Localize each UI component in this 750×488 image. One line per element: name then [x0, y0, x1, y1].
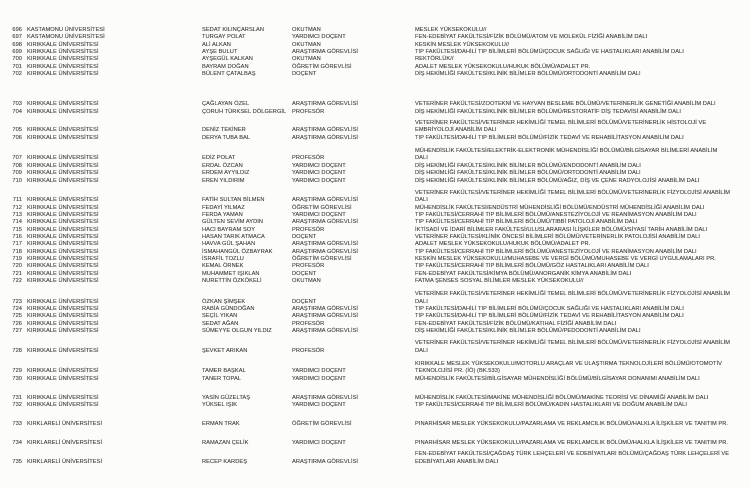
row-group [8, 421, 750, 428]
row-number: 721 [12, 270, 22, 277]
academic-title-cell: YARDIMCI DOÇENT [292, 402, 346, 409]
row-group [8, 440, 750, 447]
person-name-cell: MUHAMMET IŞIKLAN [202, 270, 260, 277]
person-name-cell: TANER TOPAL [202, 375, 242, 382]
person-name-cell: SEDAT AĞAN [202, 320, 239, 327]
person-name-cell: ERMAN TRAK [202, 420, 240, 427]
table-row [8, 120, 750, 135]
department-line: KESKİN MESLEK YÜKSEKOKULU// [415, 41, 510, 48]
row-number: 734 [12, 440, 22, 447]
department-line: MÜHENDİSLİK FAKÜLTESİ/BİLGİSAYAR MÜHENDİSLİĞİ BÖLÜMÜ/BİLGİSAYAR DONANIMI ANABİLİM DALI [415, 375, 700, 382]
university-cell: KIRIKKALE ÜNİVERSİTESİ [27, 255, 99, 262]
table-row [8, 328, 750, 335]
person-name-cell: BAYRAM DOĞAN [202, 63, 249, 70]
department-line: MÜHENDİSLİK FAKÜLTESİ/ENDÜSTRİ MÜHENDİSLİĞİ BÖLÜMÜ/ENDÜSTRİ MÜHENDİSLİĞİ ANABİLİM DALI [415, 204, 705, 211]
university-cell: KIRIKKALE ÜNİVERSİTESİ [27, 71, 99, 78]
row-number: 718 [12, 248, 22, 255]
university-cell: KIRIKKALE ÜNİVERSİTESİ [27, 368, 99, 375]
department-cell [415, 56, 745, 63]
academic-title-cell: YARDIMCI DOÇENT [292, 211, 346, 218]
academic-title-cell: ARAŞTIRMA GÖREVLİSİ [292, 219, 359, 226]
department-line: VETERİNER FAKÜLTESİ/ZOOTEKNİ VE HAYVAN BESLEME BÖLÜMÜ/VETERİNERLİK GENETİĞİ ANABİLİM DALI [415, 101, 716, 108]
person-name-cell: ERDEM AYYILDIZ [202, 170, 250, 177]
department-line: DALI [415, 298, 428, 305]
person-name-cell: SEÇİL YIKAN [202, 313, 238, 320]
university-cell: KIRIKKALE ÜNİVERSİTESİ [27, 277, 99, 284]
table-row [8, 101, 750, 108]
person-name-cell: DERYA TUBA BAL [202, 134, 251, 141]
department-cell [415, 340, 745, 355]
academic-title-cell: ARAŞTIRMA GÖREVLİSİ [292, 458, 359, 465]
academic-title-cell: ÖĞRETİM GÖREVLİSİ [292, 204, 352, 211]
person-name-cell: HACI BAYRAM SOY [202, 226, 256, 233]
table-row [8, 42, 750, 49]
table-row [8, 148, 750, 163]
university-cell: KASTAMONU ÜNİVERSİTESİ [27, 34, 105, 41]
academic-title-cell: PROFESÖR [292, 263, 325, 270]
academic-title-cell: ARAŞTIRMA GÖREVLİSİ [292, 248, 359, 255]
university-cell: KIRIKKALE ÜNİVERSİTESİ [27, 211, 99, 218]
row-number: 704 [12, 108, 22, 115]
university-cell: KIRIKKALE ÜNİVERSİTESİ [27, 233, 99, 240]
department-cell [415, 451, 745, 466]
table-row [8, 49, 750, 56]
row-number: 708 [12, 162, 22, 169]
person-name-cell: İSRAFİL TOZLU [202, 255, 244, 262]
person-name-cell: İSMAHANGÜL ÖZBAYRAK [202, 248, 273, 255]
department-cell [415, 42, 745, 49]
university-cell: KIRIKKALE ÜNİVERSİTESİ [27, 170, 99, 177]
department-cell [415, 241, 745, 248]
department-line: TIP FAKÜLTESİ/DAHİLİ TIP BİLİMLERİ BÖLÜMÜ/FİZİK TEDAVİ VE REHABİLİTASYON ANABİLİM DALI [415, 134, 684, 141]
table-row [8, 440, 750, 447]
department-cell [415, 313, 745, 320]
person-name-cell: SEDAT KILINÇARSLAN [202, 27, 265, 33]
department-cell [415, 421, 745, 428]
academic-title-cell: PROFESÖR [292, 347, 325, 354]
academic-title-cell: ARAŞTIRMA GÖREVLİSİ [292, 127, 359, 134]
university-cell: KIRIKKALE ÜNİVERSİTESİ [27, 328, 99, 335]
department-cell [415, 263, 745, 270]
row-number: 714 [12, 219, 22, 226]
university-cell: KIRIKKALE ÜNİVERSİTESİ [27, 306, 99, 312]
academic-title-cell: ÖĞRETİM GÖREVLİSİ [292, 63, 352, 70]
academic-title-cell: ARAŞTIRMA GÖREVLİSİ [292, 328, 359, 335]
department-cell [415, 109, 745, 116]
department-cell [415, 71, 745, 78]
table-row [8, 212, 750, 219]
department-cell [415, 278, 745, 285]
row-number: 720 [12, 263, 22, 270]
person-name-cell: YÜKSEL IŞIK [202, 402, 238, 409]
department-line: DİŞ HEKİMLİĞİ FAKÜLTESİ/KLİNİK BİLİMLER BÖLÜMÜ/ORTODONTİ ANABİLİM DALI [415, 170, 641, 177]
university-cell: KIRIKKALE ÜNİVERSİTESİ [27, 395, 99, 402]
academic-title-cell: ARAŞTIRMA GÖREVLİSİ [292, 313, 359, 320]
row-group [8, 340, 750, 355]
academic-title-cell: PROFESÖR [292, 155, 325, 162]
department-line: REKTÖRLÜK// [415, 56, 454, 63]
department-line: KESKİN MESLEK YÜKSEKOKULU/MUHASEBE VE VERGİ BÖLÜMÜ/MUHASEBE VE VERGİ UYGULAMALARI PR. [415, 255, 716, 262]
university-cell: KIRIKKALE ÜNİVERSİTESİ [27, 197, 99, 204]
department-cell [415, 227, 745, 234]
person-name-cell: TURGAY POLAT [202, 34, 246, 41]
academic-title-cell: ARAŞTIRMA GÖREVLİSİ [292, 101, 359, 108]
row-number: 716 [12, 233, 22, 240]
table-row [8, 219, 750, 226]
row-number: 731 [12, 395, 22, 402]
academic-title-cell: YARDIMCI DOÇENT [292, 162, 346, 169]
person-name-cell: FEDAYİ YILMAZ [202, 204, 245, 211]
row-number: 726 [12, 320, 22, 327]
department-cell [415, 440, 745, 447]
department-cell [415, 101, 745, 108]
row-number: 715 [12, 226, 22, 233]
academic-title-cell: YARDIMCI DOÇENT [292, 375, 346, 382]
department-line: TIP FAKÜLTESİ/CERRAHİ TIP BİLİMLERİ BÖLÜMÜ/KADIN HASTALIKLARI VE DOĞUM ANABİLİM DALI [415, 402, 687, 409]
table-row [8, 249, 750, 256]
department-line: DALI [415, 347, 428, 354]
department-line: VETERİNER FAKÜLTESİ/VETERİNER HEKİMLİĞİ TEMEL BİLİMLERİ BÖLÜMÜ/VETERİNERLİK FİZYOLOJİSİ ANABİLİM [415, 340, 731, 347]
academic-staff-table [8, 27, 750, 466]
row-number: 711 [12, 197, 22, 204]
university-cell: KIRKLARELİ ÜNİVERSİTESİ [27, 458, 103, 465]
academic-title-cell: YARDIMCI DOÇENT [292, 440, 346, 447]
row-group [8, 361, 750, 383]
row-number: 730 [12, 375, 22, 382]
department-line: MESLEK YÜKSEKOKULU// [415, 27, 487, 33]
row-number: 723 [12, 298, 22, 305]
academic-title-cell: OKUTMAN [292, 277, 321, 284]
university-cell: KIRIKKALE ÜNİVERSİTESİ [27, 313, 99, 320]
person-name-cell: AYŞEGÜL KALKAN [202, 56, 253, 63]
department-line: DALI [415, 155, 428, 162]
department-line: DİŞ HEKİMLİĞİ FAKÜLTESİ/KLİNİK BİLİMLER BÖLÜMÜ/RESTORATİF DİŞ TEDAVİSİ ANABİLİM DALI [415, 108, 681, 115]
row-number: 727 [12, 328, 22, 335]
table-row [8, 313, 750, 320]
department-line: ADALET MESLEK YÜKSEKOKULU/HUKUK BÖLÜMÜ/ADALET PR. [415, 241, 591, 248]
person-name-cell: ÖZKAN ŞİMŞEK [202, 298, 246, 305]
person-name-cell: ÇAĞLAYAN ÖZEL [202, 101, 250, 108]
academic-title-cell: YARDIMCI DOÇENT [292, 368, 346, 375]
university-cell: KIRIKKALE ÜNİVERSİTESİ [27, 127, 99, 134]
department-cell [415, 64, 745, 71]
row-number: 719 [12, 255, 22, 262]
department-cell [415, 148, 745, 163]
person-name-cell: AYŞE BULUT [202, 49, 238, 56]
department-cell [415, 205, 745, 212]
department-cell [415, 402, 745, 409]
academic-title-cell: ARAŞTIRMA GÖREVLİSİ [292, 306, 359, 312]
academic-title-cell: ARAŞTIRMA GÖREVLİSİ [292, 134, 359, 141]
person-name-cell: TAMER BAŞKAL [202, 368, 246, 375]
department-line: FEN-EDEBİYAT FAKÜLTESİ/ÇAĞDAŞ TÜRK LEHÇELERİ VE EDEBİYATLARI BÖLÜMÜ/ÇAĞDAŞ TÜRK LEHÇELERİ VE [415, 451, 730, 458]
table-row [8, 71, 750, 78]
department-cell [415, 271, 745, 278]
department-line: PINARHİSAR MESLEK YÜKSEKOKULU/PAZARLAMA VE REKLAMCILIK BÖLÜMÜ/HALKLA İLİŞKİLER VE TANITIM PR. [415, 440, 729, 447]
row-number: 705 [12, 127, 22, 134]
table-row [8, 64, 750, 71]
person-name-cell: ERDAL ÖZCAN [202, 162, 243, 169]
university-cell: KIRIKKALE ÜNİVERSİTESİ [27, 162, 99, 169]
department-cell [415, 178, 745, 185]
row-number: 709 [12, 170, 22, 177]
department-line: DALI [415, 197, 428, 204]
person-name-cell: EREN YILDIRIM [202, 177, 245, 184]
department-cell [415, 135, 745, 142]
department-cell [415, 376, 745, 383]
department-line: TIP FAKÜLTESİ/CERRAHİ TIP BİLİMLERİ BÖLÜMÜ/GÖZ HASTALIKLARI ANABİLİM DALI [415, 263, 649, 270]
person-name-cell: RAMAZAN ÇELİK [202, 440, 249, 447]
table-row [8, 56, 750, 63]
table-row [8, 402, 750, 409]
department-line: FATMA ŞENSES SOSYAL BİLİMLER MESLEK YÜKSEKOKULU// [415, 277, 584, 284]
university-cell: KIRKLARELİ ÜNİVERSİTESİ [27, 420, 103, 427]
row-number: 712 [12, 204, 22, 211]
person-name-cell: ÇORUH TÜRKSEL DÖLGERGİL [202, 108, 287, 115]
table-row [8, 34, 750, 41]
row-number: 710 [12, 177, 22, 184]
department-line: TIP FAKÜLTESİ/DAHİLİ TIP BİLİMLERİ BÖLÜMÜ/ÇOCUK SAĞLIĞI VE HASTALIKLARI ANABİLİM DALI [415, 49, 684, 56]
university-cell: KIRIKKALE ÜNİVERSİTESİ [27, 41, 99, 48]
academic-title-cell: ÖĞRETİM GÖREVLİSİ [292, 255, 352, 262]
department-line: DİŞ HEKİMLİĞİ FAKÜLTESİ/KLİNİK BİLİMLER BÖLÜMÜ/AĞIZ, DİŞ VE ÇENE RADYOLOJİSİ ANABİLİM DALI [415, 177, 700, 184]
university-cell: KIRIKKALE ÜNİVERSİTESİ [27, 263, 99, 270]
university-cell: KIRIKKALE ÜNİVERSİTESİ [27, 108, 99, 115]
academic-title-cell: PROFESÖR [292, 226, 325, 233]
table-row [8, 205, 750, 212]
person-name-cell: FATİH SULTAN BİLMEN [202, 197, 265, 204]
department-line: TEKNOLOJİSİ PR. (İÖ) (BK.533) [415, 368, 500, 375]
university-cell: KIRIKKALE ÜNİVERSİTESİ [27, 248, 99, 255]
academic-title-cell: YARDIMCI DOÇENT [292, 34, 346, 41]
row-number: 728 [12, 347, 22, 354]
university-cell: KIRIKKALE ÜNİVERSİTESİ [27, 155, 99, 162]
university-cell: KIRIKKALE ÜNİVERSİTESİ [27, 134, 99, 141]
row-group [8, 148, 750, 185]
department-line: VETERİNER FAKÜLTESİ/VETERİNER HEKİMLİĞİ TEMEL BİLİMLERİ BÖLÜMÜ/VETERİNERLİK HİSTOLOJİ VE [415, 120, 707, 127]
person-name-cell: FERDA YAMAN [202, 211, 243, 218]
department-line: ADALET MESLEK YÜKSEKOKULU/HUKUK BÖLÜMÜ/ADALET PR. [415, 63, 591, 70]
university-cell: KIRIKKALE ÜNİVERSİTESİ [27, 63, 99, 70]
person-name-cell: RABİA GÜNDOĞAN [202, 306, 255, 312]
row-number: 724 [12, 306, 22, 312]
department-cell [415, 291, 745, 306]
row-group [8, 120, 750, 142]
person-name-cell: NURETTİN ÖZKÖKELİ [202, 277, 262, 284]
table-row [8, 271, 750, 278]
university-cell: KASTAMONU ÜNİVERSİTESİ [27, 27, 105, 33]
table-row [8, 278, 750, 285]
row-number: 702 [12, 71, 22, 78]
academic-title-cell: PROFESÖR [292, 320, 325, 327]
person-name-cell: HASAN TARIK ATMACA [202, 233, 265, 240]
academic-title-cell: OKUTMAN [292, 41, 321, 48]
row-group [8, 451, 750, 466]
university-cell: KIRKLARELİ ÜNİVERSİTESİ [27, 440, 103, 447]
university-cell: KIRIKKALE ÜNİVERSİTESİ [27, 56, 99, 63]
university-cell: KIRIKKALE ÜNİVERSİTESİ [27, 226, 99, 233]
table-row [8, 421, 750, 428]
department-line: VETERİNER FAKÜLTESİ/VETERİNER HEKİMLİĞİ TEMEL BİLİMLERİ BÖLÜMÜ/VETERİNERLİK FİZYOLOJİSİ ANABİLİM [415, 189, 731, 196]
department-cell [415, 328, 745, 335]
department-cell [415, 361, 745, 376]
table-row [8, 291, 750, 306]
department-line: KIRIKKALE MESLEK YÜKSEKOKULU/MOTORLU ARAÇLAR VE ULAŞTIRMA TEKNOLOJİLERİ BÖLÜMÜ/OTOMOTİV [415, 361, 723, 368]
academic-title-cell: YARDIMCI DOÇENT [292, 170, 346, 177]
table-row [8, 241, 750, 248]
table-row [8, 340, 750, 355]
department-line: FEN-EDEBİYAT FAKÜLTESİ/FİZİK BÖLÜMÜ/KATIHAL FİZİĞİ ANABİLİM DALI [415, 320, 617, 327]
row-number: 717 [12, 241, 22, 248]
person-name-cell: GÜLTEN SEVİM AYDIN [202, 219, 264, 226]
department-cell [415, 219, 745, 226]
row-number: 703 [12, 101, 22, 108]
table-row [8, 227, 750, 234]
table-row [8, 321, 750, 328]
department-line: FEN-EDEBİYAT FAKÜLTESİ/FİZİK BÖLÜMÜ/ATOM VE MOLEKÜL FİZİĞİ ANABİLİM DALI [415, 34, 648, 41]
row-number: 699 [12, 49, 22, 56]
academic-title-cell: ARAŞTIRMA GÖREVLİSİ [292, 49, 359, 56]
table-row [8, 178, 750, 185]
person-name-cell: HAVVA GÜL ŞAHAN [202, 241, 256, 248]
academic-title-cell: OKUTMAN [292, 56, 321, 63]
department-line: VETERİNER FAKÜLTESİ/KLİNİK ÖNCESİ BİLİMLERİ BÖLÜMÜ/VETERİNERLİK PATOLOJİSİ ANABİLİM DALI [415, 233, 700, 240]
university-cell: KIRIKKALE ÜNİVERSİTESİ [27, 219, 99, 226]
person-name-cell: KEMAL ÖRNEK [202, 263, 244, 270]
table-row [8, 135, 750, 142]
department-line: TIP FAKÜLTESİ/CERRAHİ TIP BİLİMLERİ BÖLÜMÜ/ANESTEZİYOLOJİ VE REANİMASYON ANABİLİM DALI [415, 248, 697, 255]
table-row [8, 376, 750, 383]
table-row [8, 190, 750, 205]
academic-title-cell: DOÇENT [292, 270, 317, 277]
row-number: 729 [12, 368, 22, 375]
row-group [8, 27, 750, 78]
academic-title-cell: DOÇENT [292, 71, 317, 78]
department-line: DİŞ HEKİMLİĞİ FAKÜLTESİ/KLİNİK BİLİMLER BÖLÜMÜ/ENDODONTİ ANABİLİM DALI [415, 162, 641, 169]
row-number: 701 [12, 63, 22, 70]
row-number: 697 [12, 34, 22, 41]
table-row [8, 170, 750, 177]
academic-title-cell: ARAŞTIRMA GÖREVLİSİ [292, 197, 359, 204]
person-name-cell: ŞEVKET ARIKAN [202, 347, 248, 354]
table-row [8, 109, 750, 116]
department-cell [415, 49, 745, 56]
academic-title-cell: PROFESÖR [292, 108, 325, 115]
department-line: DİŞ HEKİMLİĞİ FAKÜLTESİ/KLİNİK BİLİMLER BÖLÜMÜ/PEDODONTİ ANABİLİM DALI [415, 328, 641, 335]
person-name-cell: EDİZ POLAT [202, 155, 236, 162]
university-cell: KIRIKKALE ÜNİVERSİTESİ [27, 320, 99, 327]
university-cell: KIRIKKALE ÜNİVERSİTESİ [27, 241, 99, 248]
person-name-cell: SÜMEYYE OLGUN YILDIZ [202, 328, 272, 335]
row-group [8, 395, 750, 410]
university-cell: KIRIKKALE ÜNİVERSİTESİ [27, 49, 99, 56]
department-line: EMBRİYOLOJİ ANABİLİM DALI [415, 127, 497, 134]
table-row [8, 361, 750, 376]
row-group [8, 291, 750, 335]
department-line: TIP FAKÜLTESİ/CERRAHİ TIP BİLİMLERİ BÖLÜMÜ/TIBBİ PATOLOJİ ANABİLİM DALI [415, 219, 638, 226]
department-cell [415, 190, 745, 205]
department-line: TIP FAKÜLTESİ/DAHİLİ TIP BİLİMLERİ BÖLÜMÜ/FİZİK TEDAVİ VE REHABİLİTASYON ANABİLİM DALI [415, 313, 684, 320]
person-name-cell: BÜLENT ÇATALBAŞ [202, 71, 256, 78]
row-number: 733 [12, 420, 22, 427]
university-cell: KIRIKKALE ÜNİVERSİTESİ [27, 402, 99, 409]
university-cell: KIRIKKALE ÜNİVERSİTESİ [27, 177, 99, 184]
department-cell [415, 249, 745, 256]
row-number: 722 [12, 277, 22, 284]
department-line: DİŞ HEKİMLİĞİ FAKÜLTESİ/KLİNİK BİLİMLER BÖLÜMÜ/ORTODONTİ ANABİLİM DALI [415, 71, 641, 78]
row-group [8, 190, 750, 285]
academic-title-cell: DOÇENT [292, 298, 317, 305]
university-cell: KIRIKKALE ÜNİVERSİTESİ [27, 375, 99, 382]
university-cell: KIRIKKALE ÜNİVERSİTESİ [27, 101, 99, 108]
department-line: MÜHENDİSLİK FAKÜLTESİ/MAKİNE MÜHENDİSLİĞİ BÖLÜMÜ/MAKİNE TEORİSİ VE DİNAMİĞİ ANABİLİM DALI [415, 395, 709, 402]
university-cell: KIRIKKALE ÜNİVERSİTESİ [27, 347, 99, 354]
row-number: 706 [12, 134, 22, 141]
academic-title-cell: ARAŞTIRMA GÖREVLİSİ [292, 395, 359, 402]
person-name-cell: ALİ ALKAN [202, 41, 231, 48]
department-line: TIP FAKÜLTESİ/CERRAHİ TIP BİLİMLERİ BÖLÜMÜ/ANESTEZİYOLOJİ VE REANİMASYON ANABİLİM DALI [415, 211, 697, 218]
person-name-cell: RECEP KARDEŞ [202, 458, 248, 465]
department-line: İKTİSADİ VE İDARİ BİLİMLER FAKÜLTESİ/ULUSLARARASI İLİŞKİLER BÖLÜMÜ/SİYASİ TARİH ANABİLİM DALI [415, 226, 708, 233]
university-cell: KIRIKKALE ÜNİVERSİTESİ [27, 270, 99, 277]
row-number: 713 [12, 211, 22, 218]
department-cell [415, 34, 745, 41]
department-cell [415, 170, 745, 177]
table-row [8, 234, 750, 241]
row-number: 735 [12, 458, 22, 465]
department-line: MÜHENDİSLİK FAKÜLTESİ/ELEKTRİK-ELEKTRONİK MÜHENDİSLİĞİ BÖLÜMÜ/BİLGİSAYAR BİLİMLERİ ANABİLİM [415, 148, 718, 155]
academic-title-cell: ARAŞTIRMA GÖREVLİSİ [292, 241, 359, 248]
department-line: PINARHİSAR MESLEK YÜKSEKOKULU/PAZARLAMA VE REKLAMCILIK BÖLÜMÜ/HALKLA İLİŞKİLER VE TANITIM PR. [415, 420, 729, 427]
department-line: VETERİNER FAKÜLTESİ/VETERİNER HEKİMLİĞİ TEMEL BİLİMLERİ BÖLÜMÜ/VETERİNERLİK FİZYOLOJİSİ ANABİLİM [415, 291, 731, 298]
person-name-cell: YASİN GÜZELTAŞ [202, 395, 251, 402]
department-line: FEN-EDEBİYAT FAKÜLTESİ/KİMYA BÖLÜMÜ/ANORGANİK KİMYA ANABİLİM DALI [415, 270, 632, 277]
row-number: 700 [12, 56, 22, 63]
academic-title-cell: ÖĞRETİM GÖREVLİSİ [292, 420, 352, 427]
department-cell [415, 321, 745, 328]
row-number: 696 [12, 27, 22, 33]
row-number: 698 [12, 41, 22, 48]
row-number: 732 [12, 402, 22, 409]
department-cell [415, 120, 745, 135]
academic-title-cell: YARDIMCI DOÇENT [292, 177, 346, 184]
university-cell: KIRIKKALE ÜNİVERSİTESİ [27, 204, 99, 211]
person-name-cell: DENİZ TEKİNER [202, 127, 246, 134]
academic-title-cell: OKUTMAN [292, 27, 321, 33]
row-group [8, 101, 750, 116]
university-cell: KIRIKKALE ÜNİVERSİTESİ [27, 298, 99, 305]
table-row [8, 451, 750, 466]
department-line: EDEBİYATLARI ANABİLİM DALI [415, 458, 499, 465]
row-number: 725 [12, 313, 22, 320]
department-line: TIP FAKÜLTESİ/DAHİLİ TIP BİLİMLERİ BÖLÜMÜ/ÇOCUK SAĞLIĞI VE HASTALIKLARI ANABİLİM DALI [415, 306, 684, 312]
academic-title-cell: DOÇENT [292, 233, 317, 240]
row-number: 707 [12, 155, 22, 162]
table-row [8, 263, 750, 270]
